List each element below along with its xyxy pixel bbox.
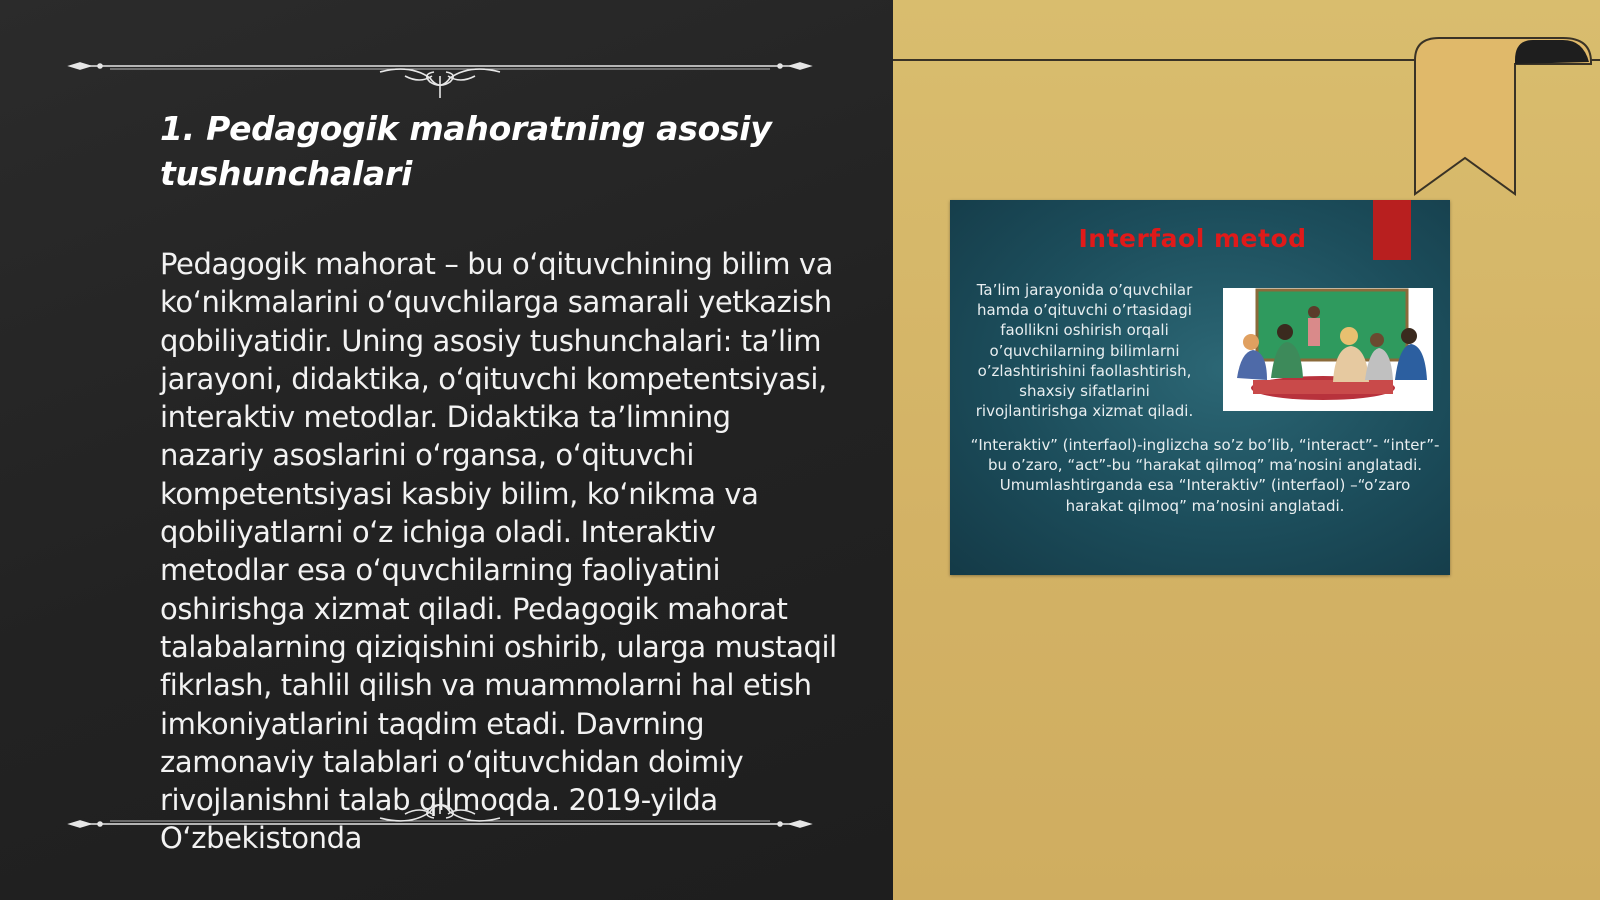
slide-body-text: Pedagogik mahorat – bu o‘qituvchining bilim va ko‘nikmalarini o‘quvchilarga samarali yetkazish qobiliyatidir. Uning asosiy tushunchalari: ta’lim jarayoni, didaktika, o‘qituvchi kompetentsiyasi, interaktiv metodlar. Didaktika ta’limning nazariy asoslarini o‘rgansa, o‘qituvchi kompetentsiyasi kasbiy bilim, ko‘nikma va qobiliyatlarni o‘z ichiga oladi. Interaktiv metodlar esa o‘quvchilarning faoliyatini oshirishga xizmat qiladi. Pedagogik mahorat talabalarning qiziqishini oshirib, ularga mustaqil fikrlash, tahlil qilish va muammolarni hal etish imkoniyatlarini taqdim etadi. Davrning zamonaviy talablari o‘qituvchidan doimiy rivojlanishni talab qilmoqda. 2019-yilda O‘zbekistonda bbox=[160, 247, 837, 856]
image-heading: Interfaol metod bbox=[1078, 224, 1307, 253]
interfaol-metod-image bbox=[950, 200, 1450, 575]
image-text-etymology: “Interaktiv” (interfaol)-inglizcha so’z bo’lib, “interact”- “inter”-bu o’zaro, “act”-bu “harakat qilmoq” ma’nosini anglatadi. Umumlashtirganda esa “Interaktiv” (interfaol) –“o’zaro harakat qilmoq” ma’nosini anglatadi. bbox=[970, 436, 1440, 515]
ornamental-frame-bottom-icon bbox=[60, 782, 830, 842]
classroom-illustration-icon bbox=[1223, 288, 1433, 411]
ornamental-frame-top-icon bbox=[60, 38, 830, 98]
bookmark-ribbon-icon bbox=[1413, 34, 1593, 204]
image-text-definition: Ta’lim jarayonida o’quvchilar hamda o’qituvchi o’rtasidagi faollikni oshirish orqali o’quvchilarning bilimlarni o’zlashtirishini faollashtirish, shaxsiy sifatlarini rivojlantirishga xizmat qiladi. bbox=[975, 281, 1194, 421]
slide-title: 1. Pedagogik mahoratning asosiy tushunchalari bbox=[160, 109, 772, 193]
